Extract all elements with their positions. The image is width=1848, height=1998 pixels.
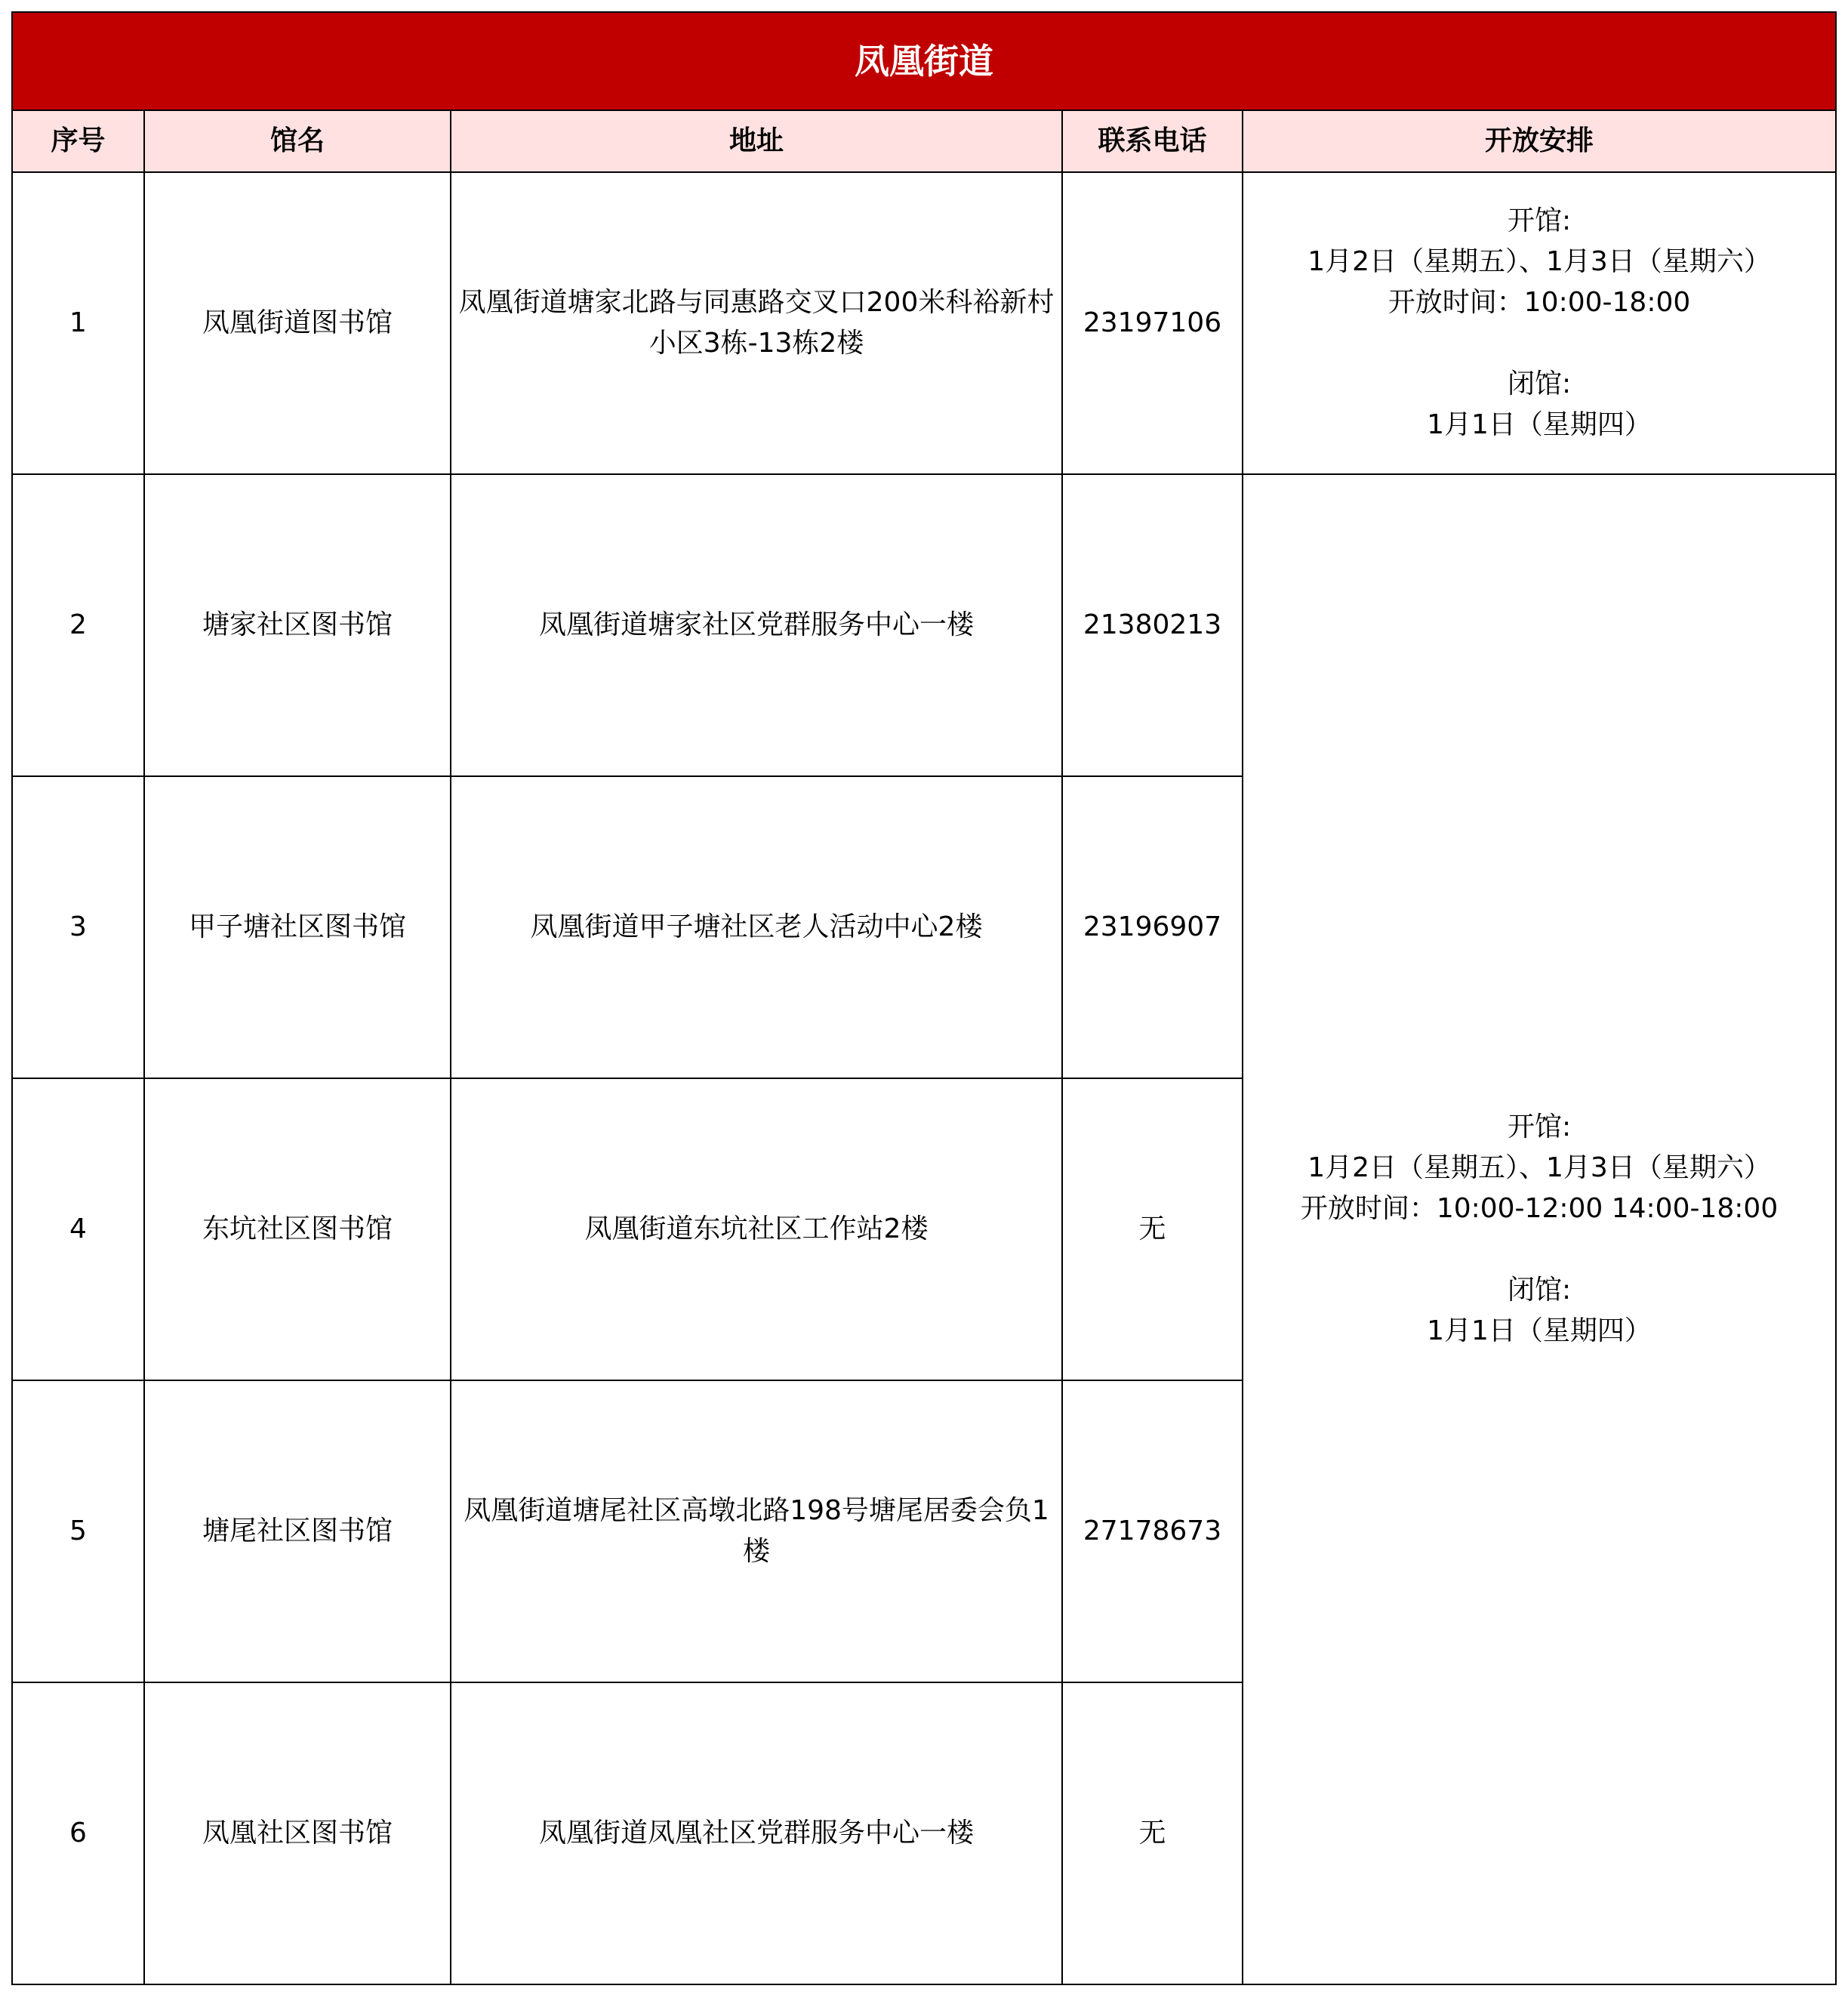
library-name: 东坑社区图书馆 [144, 1078, 451, 1380]
library-name: 甲子塘社区图书馆 [144, 776, 451, 1078]
library-name: 凤凰街道图书馆 [144, 172, 451, 474]
schedule-spacer [1249, 323, 1829, 364]
row-number: 2 [12, 474, 144, 776]
closed-label: 闭馆: [1507, 368, 1572, 399]
column-header-no: 序号 [12, 110, 144, 172]
header-row [12, 110, 1836, 172]
library-address [451, 1380, 1062, 1682]
library-phone: 27178673 [1062, 1380, 1243, 1682]
library-phone: 无 [1062, 1078, 1243, 1380]
closed-label: 闭馆: [1507, 1275, 1572, 1306]
open-dates: 1月2日（星期五）、1月3日（星期六） [1307, 246, 1771, 277]
table-row [12, 474, 1836, 776]
closed-dates: 1月1日（星期四） [1427, 1315, 1652, 1346]
schedule-spacer [1249, 1229, 1829, 1270]
library-address-text: 凤凰街道塘尾社区高墩北路198号塘尾居委会负1楼 [464, 1495, 1049, 1567]
row-number: 6 [12, 1682, 144, 1984]
library-address [451, 776, 1062, 1078]
library-phone: 无 [1062, 1682, 1243, 1984]
library-phone: 21380213 [1062, 474, 1243, 776]
column-header-name: 馆名 [144, 110, 451, 172]
library-address-text: 凤凰街道塘家北路与同惠路交叉口200米科裕新村小区3栋-13栋2楼 [458, 287, 1055, 359]
column-header-address: 地址 [451, 110, 1062, 172]
open-hours: 开放时间：10:00-12:00 14:00-18:00 [1300, 1193, 1779, 1224]
table-row [12, 172, 1836, 474]
library-address-text: 凤凰街道东坑社区工作站2楼 [584, 1213, 929, 1244]
schedule-cell-merged [1243, 474, 1836, 1984]
library-phone: 23197106 [1062, 172, 1243, 474]
library-address [451, 1682, 1062, 1984]
title-row [12, 12, 1836, 110]
library-name: 凤凰社区图书馆 [144, 1682, 451, 1984]
library-schedule-table [11, 11, 1837, 1985]
library-address-text: 凤凰街道甲子塘社区老人活动中心2楼 [530, 911, 983, 942]
open-dates: 1月2日（星期五）、1月3日（星期六） [1307, 1152, 1771, 1183]
column-header-schedule: 开放安排 [1243, 110, 1836, 172]
table-title: 凤凰街道 [12, 12, 1836, 110]
open-hours: 开放时间：10:00-18:00 [1388, 287, 1691, 318]
schedule-cell [1243, 172, 1836, 474]
library-address [451, 172, 1062, 474]
row-number: 4 [12, 1078, 144, 1380]
library-name: 塘家社区图书馆 [144, 474, 451, 776]
library-address [451, 1078, 1062, 1380]
library-phone: 23196907 [1062, 776, 1243, 1078]
library-address [451, 474, 1062, 776]
library-address-text: 凤凰街道凤凰社区党群服务中心一楼 [538, 1818, 974, 1848]
library-name: 塘尾社区图书馆 [144, 1380, 451, 1682]
library-address-text: 凤凰街道塘家社区党群服务中心一楼 [538, 609, 974, 640]
open-label: 开馆: [1507, 1112, 1572, 1142]
open-label: 开馆: [1507, 205, 1572, 236]
row-number: 1 [12, 172, 144, 474]
row-number: 3 [12, 776, 144, 1078]
column-header-phone: 联系电话 [1062, 110, 1243, 172]
row-number: 5 [12, 1380, 144, 1682]
closed-dates: 1月1日（星期四） [1427, 409, 1652, 440]
library-schedule-sheet [11, 11, 1835, 1984]
